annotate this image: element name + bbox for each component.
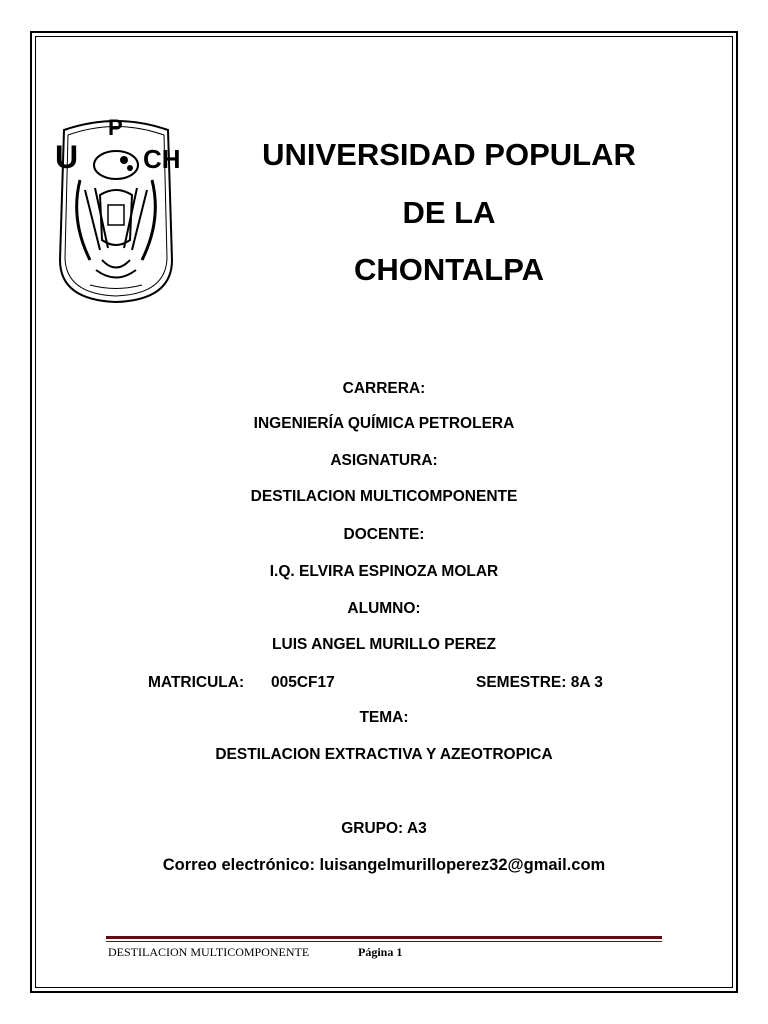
footer-page-number: Página 1	[358, 945, 403, 959]
grupo: GRUPO: A3	[341, 820, 427, 837]
carrera-label: CARRERA:	[342, 380, 426, 397]
tema-label: TEMA:	[359, 709, 409, 726]
carrera-value: INGENIERÍA QUÍMICA PETROLERA	[253, 415, 515, 432]
docente-value: I.Q. ELVIRA ESPINOZA MOLAR	[269, 563, 499, 580]
alumno-value: LUIS ANGEL MURILLO PEREZ	[272, 636, 496, 653]
matricula-value: 005CF17	[271, 674, 335, 691]
svg-text:CH: CH	[143, 144, 181, 174]
tema-value: DESTILACION EXTRACTIVA Y AZEOTROPICA	[215, 746, 553, 763]
docente-label: DOCENTE:	[343, 526, 425, 543]
footer-rule	[106, 936, 662, 939]
asignatura-value: DESTILACION MULTICOMPONENTE	[250, 488, 518, 505]
matricula-label: MATRICULA:	[148, 674, 245, 691]
alumno-label: ALUMNO:	[347, 600, 421, 617]
university-title-line2: DE LA	[402, 195, 496, 230]
university-title-line1: UNIVERSIDAD POPULAR	[262, 137, 636, 172]
upch-logo	[50, 110, 182, 310]
footer-rule-thin	[106, 941, 662, 942]
university-title-line3: CHONTALPA	[354, 252, 544, 287]
semestre: SEMESTRE: 8A 3	[476, 674, 603, 691]
correo-electronico: Correo electrónico: luisangelmurilloperez32@gmail.com	[162, 856, 606, 874]
svg-text:P: P	[108, 115, 123, 140]
svg-text:U: U	[55, 139, 79, 175]
footer-course: DESTILACION MULTICOMPONENTE	[108, 945, 310, 959]
asignatura-label: ASIGNATURA:	[330, 452, 438, 469]
